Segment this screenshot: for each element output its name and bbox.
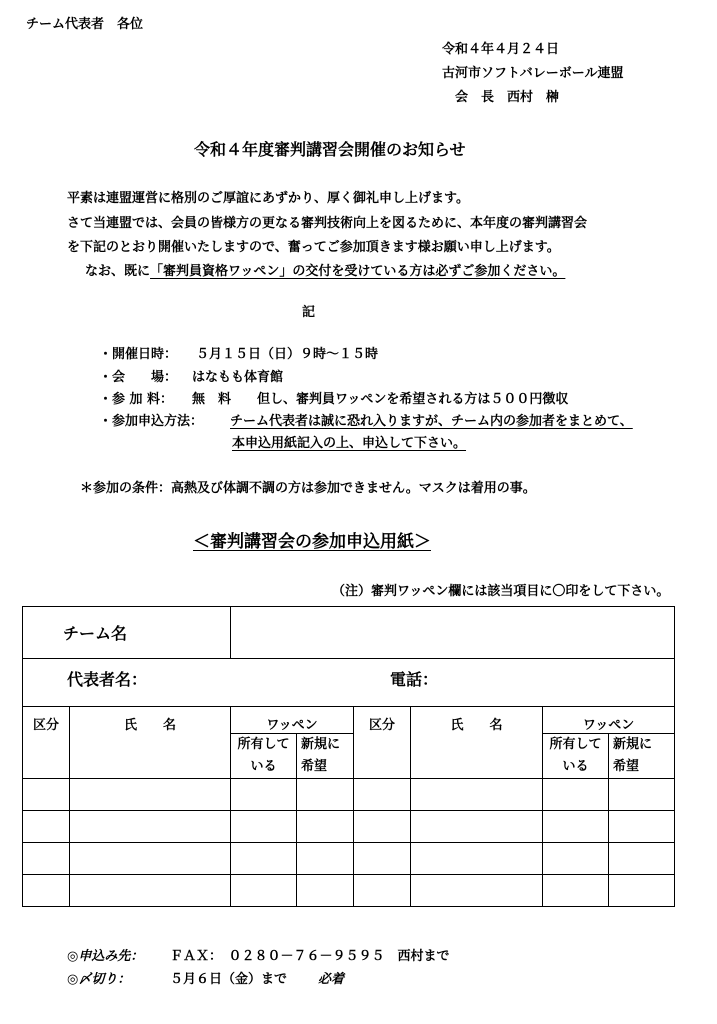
notice xyxy=(85,265,565,278)
participation-condition: ＊参加の条件：高熱及び体調不調の方は参加できません。マスクは着用の事。 xyxy=(80,481,536,496)
owned-cell[interactable] xyxy=(543,811,609,843)
col-wappen-left: ワッペン xyxy=(231,707,354,734)
table-row xyxy=(23,779,675,811)
new-cell[interactable] xyxy=(297,875,354,907)
name-cell[interactable] xyxy=(411,811,543,843)
date-value: ５月１５日（日）９時～１５時 xyxy=(196,347,379,362)
deadline-note: 必着 xyxy=(318,972,345,987)
name-cell[interactable] xyxy=(411,875,543,907)
application-form-table xyxy=(22,606,675,907)
col-kubun-right: 区分 xyxy=(354,707,411,779)
name-cell[interactable] xyxy=(70,779,231,811)
owned-cell[interactable] xyxy=(543,779,609,811)
kubun-cell[interactable] xyxy=(354,811,411,843)
owned-cell[interactable] xyxy=(543,875,609,907)
page-title: 令和４年度審判講習会開催のお知らせ xyxy=(194,140,466,159)
table-row xyxy=(23,875,675,907)
sender-name: 会 長 西村 榊 xyxy=(455,90,560,105)
new-cell[interactable] xyxy=(297,843,354,875)
intro-line-2: さて当連盟では、会員の皆様方の更なる審判技術向上を図るために、本年度の審判講習会 xyxy=(67,216,588,231)
team-name-label: チーム名 xyxy=(23,607,231,659)
ki-heading: 記 xyxy=(302,305,316,320)
kubun-cell[interactable] xyxy=(354,875,411,907)
new-cell[interactable] xyxy=(609,811,675,843)
kubun-cell[interactable] xyxy=(23,875,70,907)
fee-label: ・参 加 料： xyxy=(99,392,174,407)
col-wappen-right: ワッペン xyxy=(543,707,675,734)
intro-line-1: 平素は連盟運営に格別のご厚誼にあずかり、厚く御礼申し上げます。 xyxy=(67,191,469,206)
new-cell[interactable] xyxy=(609,843,675,875)
apply-method-line-1: チーム代表者は誠に恐れ入りますが、チーム内の参加者をまとめて、 xyxy=(230,414,633,429)
col-name-right: 氏 名 xyxy=(411,707,543,779)
owned-cell[interactable] xyxy=(543,843,609,875)
owned-cell[interactable] xyxy=(231,779,297,811)
deadline-label: ◎〆切り： xyxy=(67,972,131,987)
table-row xyxy=(23,811,675,843)
addressee: チーム代表者 各位 xyxy=(26,17,144,32)
new-cell[interactable] xyxy=(297,779,354,811)
owned-cell[interactable] xyxy=(231,811,297,843)
apply-to-value: ＦＡＸ： ０２８０－７６－９５９５ 西村まで xyxy=(170,949,450,964)
col-name-left: 氏 名 xyxy=(70,707,231,779)
kubun-cell[interactable] xyxy=(23,843,70,875)
fee-value: 無 料 但し、審判員ワッペンを希望される方は５００円徴収 xyxy=(192,392,569,407)
issue-date: 令和４年４月２４日 xyxy=(442,42,560,57)
venue-label: ・会 場： xyxy=(99,370,178,385)
new-cell[interactable] xyxy=(609,875,675,907)
representative-label: 代表者名： xyxy=(67,670,148,689)
new-cell[interactable] xyxy=(297,811,354,843)
notice-prefix: なお、既に xyxy=(85,264,151,279)
notice-underlined: 「審判員資格ワッペン」の交付を受けている方は必ずご参加ください。 xyxy=(150,264,566,279)
col-new-left: 新規に 希望 xyxy=(297,734,354,779)
date-label: ・開催日時： xyxy=(99,347,178,362)
kubun-cell[interactable] xyxy=(23,779,70,811)
form-note: （注）審判ワッペン欄には該当項目に〇印をして下さい。 xyxy=(332,584,670,599)
new-cell[interactable] xyxy=(609,779,675,811)
apply-to-label: ◎申込み先： xyxy=(67,949,144,964)
sender-org: 古河市ソフトバレーボール連盟 xyxy=(442,66,624,81)
name-cell[interactable] xyxy=(70,875,231,907)
col-kubun-left: 区分 xyxy=(23,707,70,779)
apply-method-line-2: 本申込用紙記入の上、申込して下さい。 xyxy=(232,436,467,451)
team-name-field[interactable] xyxy=(231,607,675,659)
owned-cell[interactable] xyxy=(231,843,297,875)
deadline-value: ５月６日（金）まで xyxy=(170,972,288,987)
col-new-right: 新規に 希望 xyxy=(609,734,675,779)
kubun-cell[interactable] xyxy=(354,843,411,875)
kubun-cell[interactable] xyxy=(23,811,70,843)
kubun-cell[interactable] xyxy=(354,779,411,811)
venue-value: はなもも体育館 xyxy=(192,370,284,385)
form-title: ＜審判講習会の参加申込用紙＞ xyxy=(193,532,431,552)
table-row xyxy=(23,843,675,875)
name-cell[interactable] xyxy=(411,779,543,811)
name-cell[interactable] xyxy=(70,843,231,875)
phone-label: 電話： xyxy=(390,670,439,689)
name-cell[interactable] xyxy=(411,843,543,875)
name-cell[interactable] xyxy=(70,811,231,843)
owned-cell[interactable] xyxy=(231,875,297,907)
representative-row[interactable] xyxy=(23,659,675,707)
col-owned-right: 所有して いる xyxy=(543,734,609,779)
apply-method-label: ・参加申込方法： xyxy=(99,414,204,429)
intro-line-3: を下記のとおり開催いたしますので、奮ってご参加頂きます様お願い申し上げます。 xyxy=(67,240,560,255)
col-owned-left: 所有して いる xyxy=(231,734,297,779)
